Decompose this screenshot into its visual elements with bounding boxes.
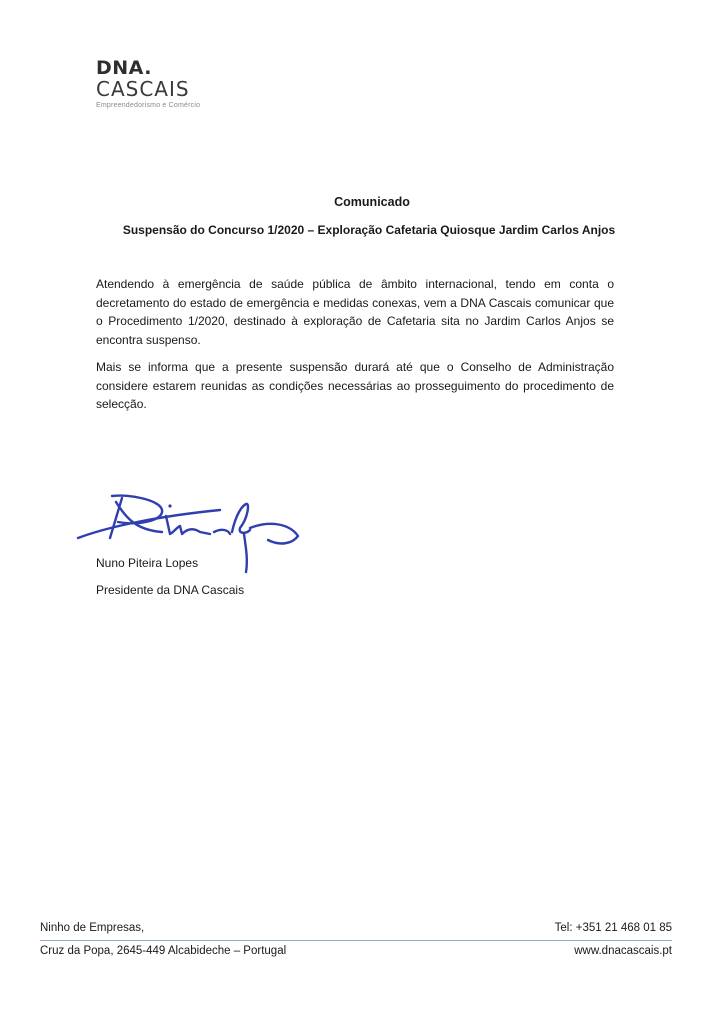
document-subtitle: Suspensão do Concurso 1/2020 – Exploração Cafetaria Quiosque Jardim Carlos Anjos xyxy=(122,223,616,237)
document-title: Comunicado xyxy=(334,195,410,209)
body-paragraph-2: Mais se informa que a presente suspensão durará até que o Conselho de Administração considere estarem reunidas as condições necessárias ao prosseguimento do procedimento de selecção. xyxy=(96,360,614,411)
signatory-name: Nuno Piteira Lopes xyxy=(96,556,199,570)
body-paragraph-1: Atendendo à emergência de saúde pública de âmbito internacional, tendo em conta o decretamento do estado de emergência e medidas conexas, vem a DNA Cascais comunicar que o Procedimento 1/2020, destinado à exploração de Cafetaria sita no Jardim Carlos Anjos se encontra suspenso. xyxy=(96,277,614,347)
logo-text-cascais: CASCAIS xyxy=(96,77,190,101)
company-logo xyxy=(96,58,200,109)
footer-address-line1: Ninho de Empresas, xyxy=(40,922,145,934)
footer-address-line2: Cruz da Popa, 2645-449 Alcabideche – Portugal xyxy=(40,945,287,957)
logo-tagline: Empreendedorismo e Comércio xyxy=(96,102,201,109)
footer-divider xyxy=(40,940,672,941)
footer-website: www.dnacascais.pt xyxy=(574,945,672,957)
logo-text-dna: DNA. xyxy=(96,57,152,79)
signatory-role: Presidente da DNA Cascais xyxy=(96,583,245,597)
footer-phone: Tel: +351 21 468 01 85 xyxy=(554,922,672,934)
